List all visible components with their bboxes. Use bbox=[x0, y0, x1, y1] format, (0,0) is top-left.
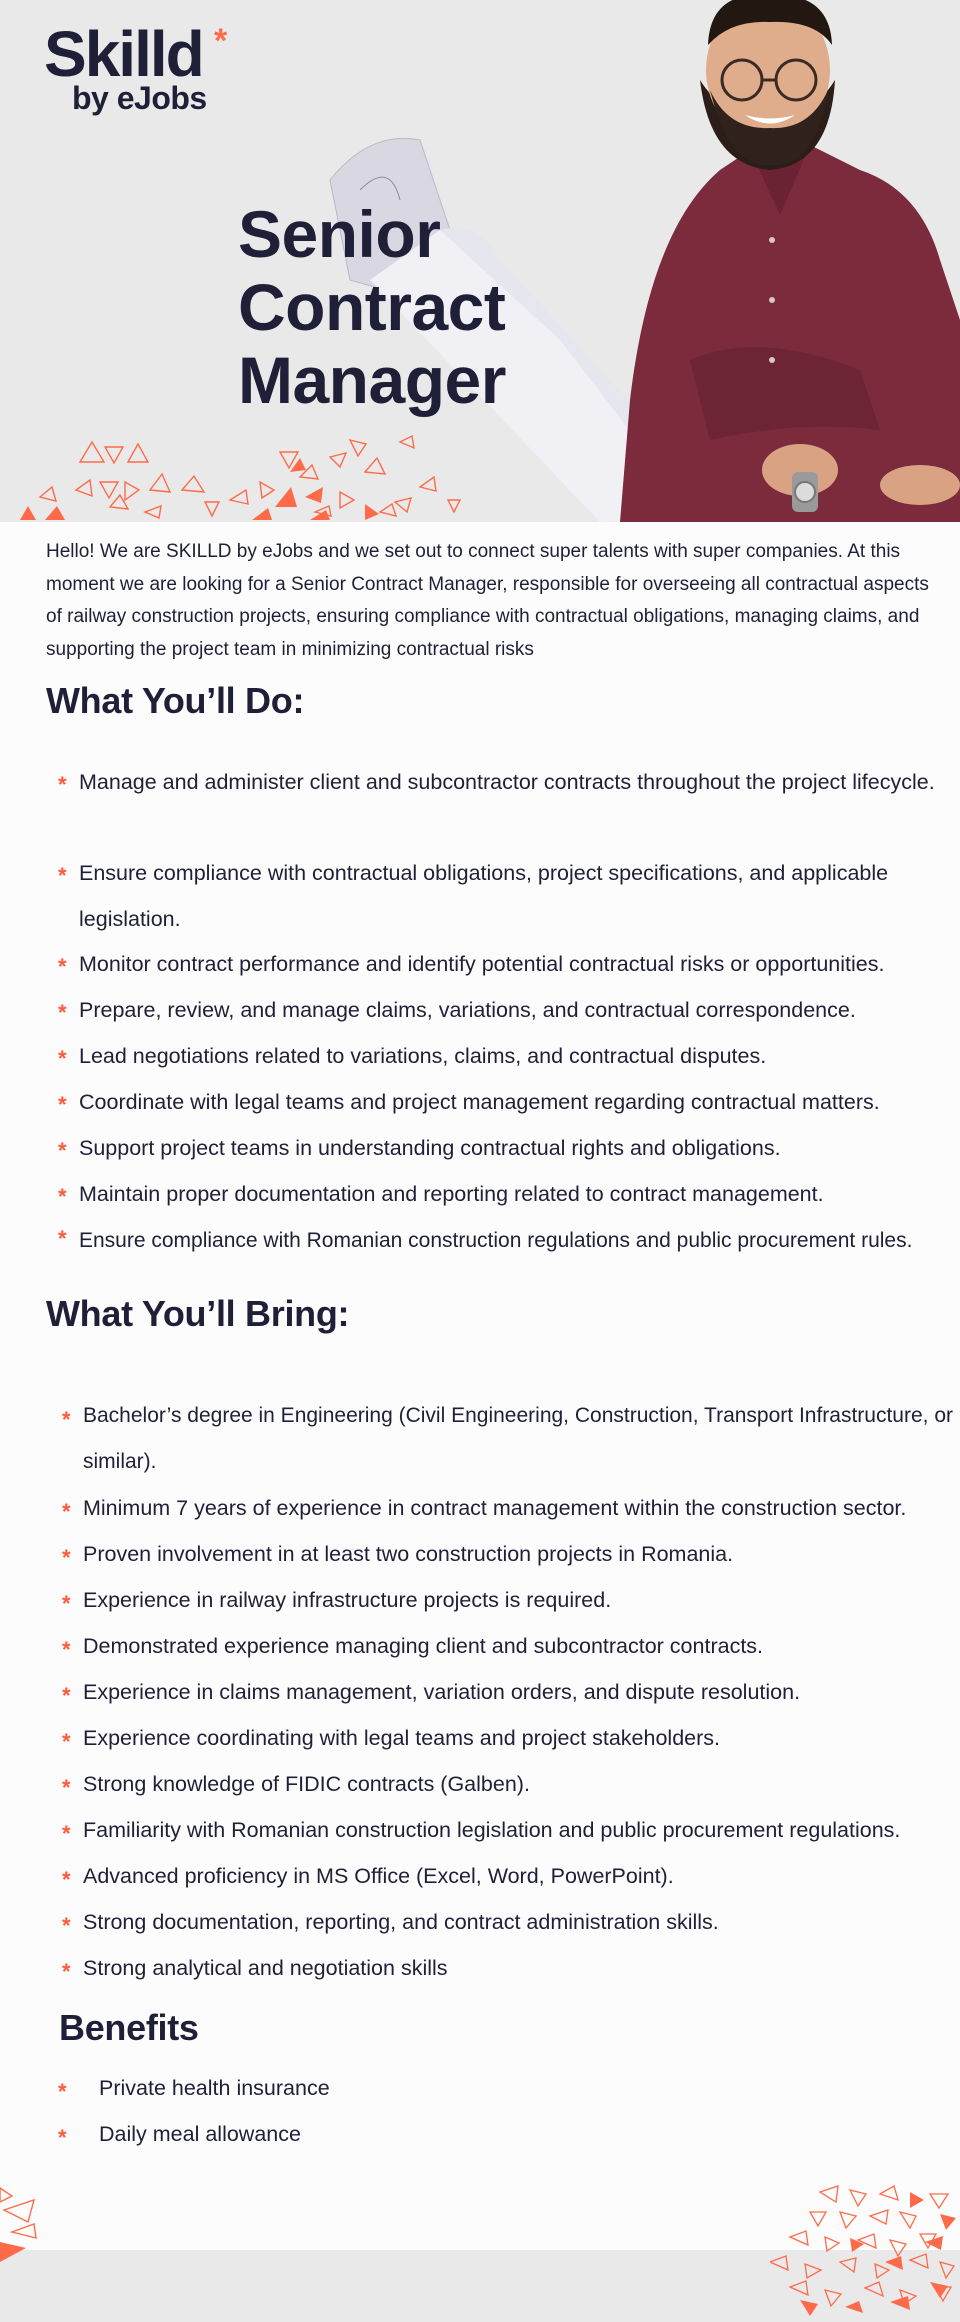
triangle-pattern-decoration bbox=[0, 432, 500, 522]
list-item: * Coordinate with legal teams and project management regarding contractual matters. bbox=[58, 1080, 960, 1126]
logo-subtitle: by eJobs bbox=[72, 80, 207, 116]
list-item: * Private health insurance bbox=[58, 2065, 758, 2111]
asterisk-icon: * bbox=[62, 1959, 71, 1984]
asterisk-icon: * bbox=[62, 1545, 71, 1570]
requirements-list bbox=[62, 1393, 960, 1991]
triangle-pattern-left-decoration bbox=[0, 2180, 60, 2270]
list-item: * Familiarity with Romanian construction legislation and public procurement regulations. bbox=[62, 1807, 960, 1853]
list-item: * Ensure compliance with contractual obligations, project specifications, and applicable legislation. bbox=[58, 851, 960, 942]
intro-paragraph: Hello! We are SKILLD by eJobs and we set out to connect super talents with super companies. At this moment we are looking for a Senior Contract Manager, responsible for overseeing all contractual aspects of railway construction projects, ensuring compliance with contractual obligations, managing claims, and supporting the project team in minimizing contractual risks bbox=[46, 541, 929, 660]
asterisk-icon: * bbox=[62, 1683, 71, 1708]
list-item: * Experience in claims management, variation orders, and dispute resolution. bbox=[62, 1669, 960, 1715]
list-item: * Maintain proper documentation and reporting related to contract management. bbox=[58, 1172, 960, 1218]
list-item: * Strong documentation, reporting, and contract administration skills. bbox=[62, 1899, 960, 1945]
list-item: * Experience coordinating with legal teams and project stakeholders. bbox=[62, 1715, 960, 1761]
asterisk-icon: * bbox=[62, 1821, 71, 1846]
section-title-benefits: Benefits bbox=[59, 2007, 199, 2048]
smiling-man-photo bbox=[560, 0, 960, 522]
list-item: * Manage and administer client and subcontractor contracts throughout the project lifecycle. bbox=[58, 760, 960, 851]
section-title-do: What You’ll Do: bbox=[46, 680, 305, 721]
asterisk-icon: * bbox=[58, 863, 67, 888]
asterisk-icon: * bbox=[58, 954, 67, 979]
section-title-bring: What You’ll Bring: bbox=[46, 1293, 350, 1334]
asterisk-icon: * bbox=[58, 1046, 67, 1071]
asterisk-icon: * bbox=[58, 2079, 67, 2104]
asterisk-icon: * bbox=[62, 1775, 71, 1800]
job-title bbox=[238, 198, 506, 417]
list-item: * Bachelor’s degree in Engineering (Civil Engineering, Construction, Transport Infrastructure, or similar). bbox=[62, 1393, 960, 1485]
asterisk-icon: * bbox=[58, 1184, 67, 1209]
asterisk-icon: * bbox=[58, 772, 67, 797]
triangle-pattern-right-decoration bbox=[770, 2182, 960, 2322]
asterisk-icon: * bbox=[62, 1637, 71, 1662]
asterisk-icon: * bbox=[62, 1867, 71, 1892]
job-title-line-1: Senior bbox=[238, 197, 441, 271]
list-item: * Strong analytical and negotiation skills bbox=[62, 1945, 960, 1991]
asterisk-icon: * bbox=[58, 1138, 67, 1163]
list-item: * Proven involvement in at least two construction projects in Romania. bbox=[62, 1531, 960, 1577]
benefits-list bbox=[58, 2065, 758, 2157]
list-item: * Daily meal allowance bbox=[58, 2111, 758, 2157]
hero-banner bbox=[0, 0, 960, 522]
logo-asterisk: * bbox=[214, 22, 228, 60]
asterisk-icon: * bbox=[62, 1913, 71, 1938]
logo-wordmark: Skilld bbox=[44, 18, 203, 90]
list-item: * Minimum 7 years of experience in contract management within the construction sector. bbox=[62, 1485, 960, 1531]
list-item: * Prepare, review, and manage claims, variations, and contractual correspondence. bbox=[58, 988, 960, 1034]
asterisk-icon: * bbox=[58, 2125, 67, 2150]
asterisk-icon: * bbox=[62, 1499, 71, 1524]
list-item: * Advanced proficiency in MS Office (Excel, Word, PowerPoint). bbox=[62, 1853, 960, 1899]
responsibilities-list bbox=[58, 760, 960, 1264]
asterisk-icon: * bbox=[62, 1729, 71, 1754]
list-item: * Monitor contract performance and identify potential contractual risks or opportunities. bbox=[58, 942, 960, 988]
asterisk-icon: * bbox=[58, 1092, 67, 1117]
list-item: * Lead negotiations related to variations, claims, and contractual disputes. bbox=[58, 1034, 960, 1080]
list-item: * Experience in railway infrastructure projects is required. bbox=[62, 1577, 960, 1623]
job-title-line-3: Manager bbox=[238, 343, 506, 417]
list-item: * Demonstrated experience managing client and subcontractor contracts. bbox=[62, 1623, 960, 1669]
asterisk-icon: * bbox=[58, 1226, 67, 1251]
job-title-line-2: Contract bbox=[238, 270, 506, 344]
list-item: * Strong knowledge of FIDIC contracts (Galben). bbox=[62, 1761, 960, 1807]
asterisk-icon: * bbox=[62, 1407, 71, 1432]
asterisk-icon: * bbox=[62, 1591, 71, 1616]
list-item: * Support project teams in understanding contractual rights and obligations. bbox=[58, 1126, 960, 1172]
asterisk-icon: * bbox=[58, 1000, 67, 1025]
list-item: * Ensure compliance with Romanian construction regulations and public procurement rules. bbox=[58, 1218, 960, 1264]
